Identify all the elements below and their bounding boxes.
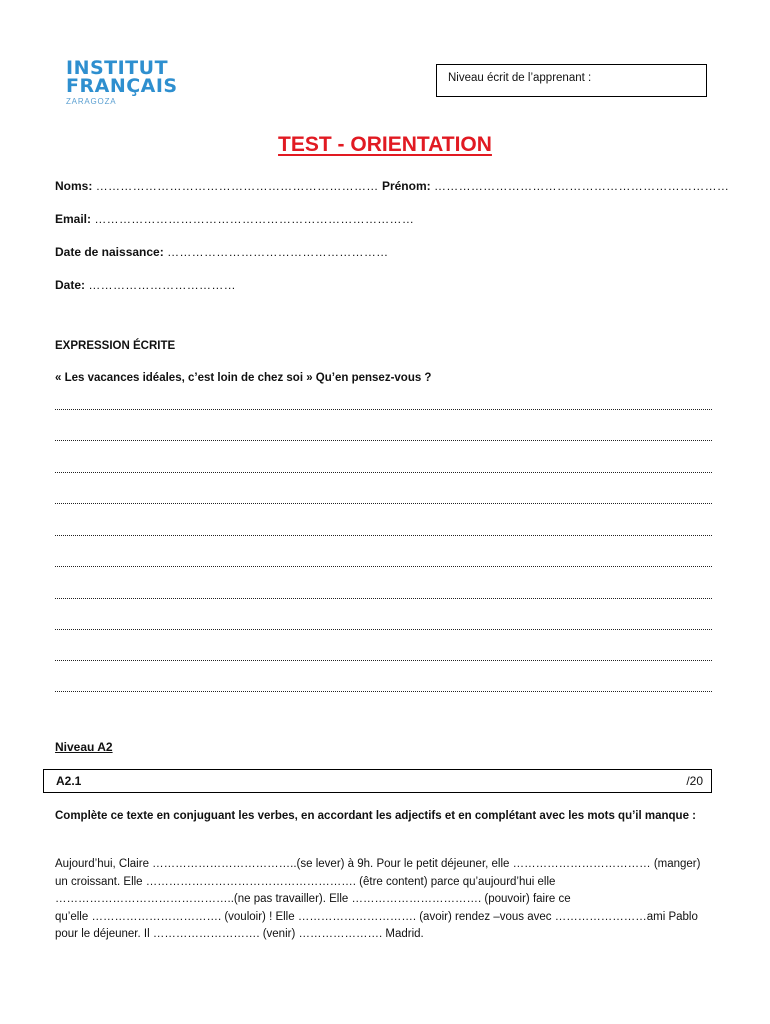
date-row (55, 278, 236, 292)
writing-line[interactable] (55, 472, 712, 473)
noms-label: Noms: (55, 179, 93, 193)
exercise-line: qu’elle ……………………………. (vouloir) ! Elle …………………………. (avoir) rendez –vous avec ……………………ami Pablo (55, 910, 698, 923)
logo-line-3: ZARAGOZA (66, 97, 117, 106)
a21-header-box (43, 769, 712, 793)
exercise-line: ………………………………………..(ne pas travailler). Elle ……………………………. (pouvoir) faire ce (55, 893, 571, 905)
a21-instruction: Complète ce texte en conjuguant les verbes, en accordant les adjectifs et en complétant avec les mots qu’il manque : (55, 810, 697, 822)
page-title: TEST - ORIENTATION (278, 133, 492, 156)
writing-line[interactable] (55, 503, 712, 504)
name-row (55, 179, 729, 193)
email-field[interactable]: …………………………………………………………………… (94, 212, 415, 226)
writing-line[interactable] (55, 409, 712, 410)
expression-heading: EXPRESSION ÉCRITE (55, 340, 176, 352)
learner-level-label: Niveau écrit de l’apprenant : (448, 72, 592, 84)
logo-line-1: INSTITUT (66, 57, 169, 79)
a21-label: A2.1 (56, 774, 82, 788)
logo-line-2: FRANÇAIS (66, 75, 178, 97)
writing-line[interactable] (55, 629, 712, 630)
birthdate-field[interactable]: ……………………………………………… (167, 245, 389, 259)
writing-line[interactable] (55, 535, 712, 536)
prenom-field[interactable]: ……………………………………………………………… (433, 179, 730, 193)
date-label: Date: (55, 278, 86, 292)
writing-line[interactable] (55, 598, 712, 599)
prenom-label: Prénom: (381, 179, 431, 193)
exercise-line: un croissant. Elle ………………………………………………. (être content) parce qu’aujourd’hui elle (55, 875, 556, 888)
birthdate-label: Date de naissance: (55, 245, 164, 259)
institut-francais-logo (66, 57, 178, 106)
birthdate-row (55, 245, 388, 259)
a21-exercise-text (55, 856, 720, 944)
writing-line[interactable] (55, 691, 712, 692)
email-row (55, 212, 414, 226)
learner-level-box[interactable] (436, 64, 707, 97)
email-label: Email: (55, 212, 92, 226)
noms-field[interactable]: …………………………………………………………… (95, 179, 379, 193)
date-field[interactable]: ……………………………… (88, 278, 236, 292)
expression-prompt: « Les vacances idéales, c’est loin de chez soi » Qu’en pensez-vous ? (55, 372, 432, 384)
writing-line[interactable] (55, 660, 712, 661)
exercise-line: Aujourd’hui, Claire ………………………………..(se lever) à 9h. Pour le petit déjeuner, elle ……………………………… (manger) (55, 858, 701, 870)
a21-score: /20 (686, 774, 703, 788)
level-a2-heading: Niveau A2 (55, 740, 113, 754)
writing-line[interactable] (55, 440, 712, 441)
writing-line[interactable] (55, 566, 712, 567)
exercise-line: pour le déjeuner. Il ………………………. (venir) …………………. Madrid. (55, 928, 424, 940)
